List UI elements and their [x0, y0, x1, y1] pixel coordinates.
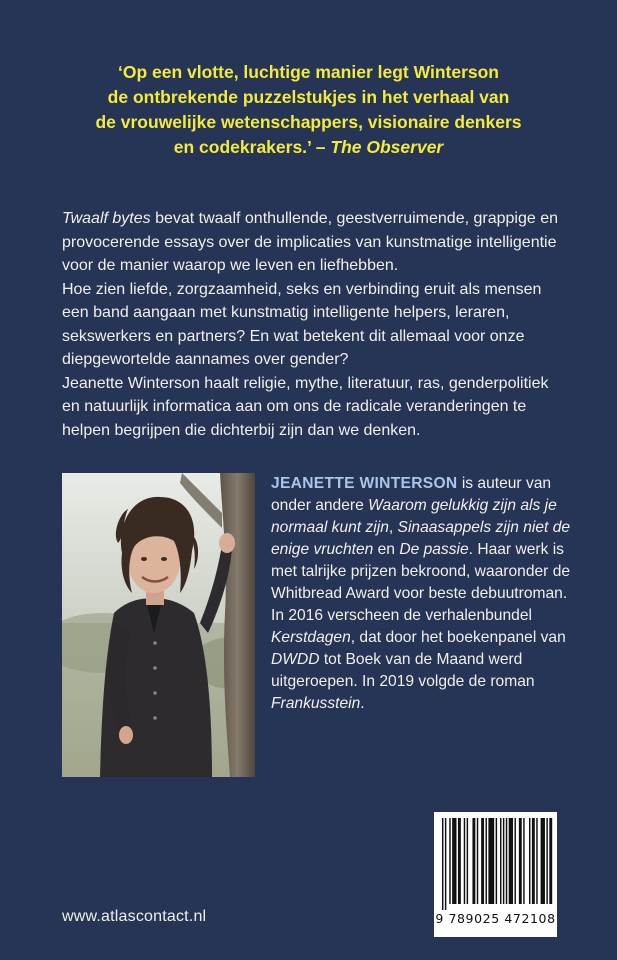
author-bio: [271, 473, 571, 715]
bio-text: ,: [388, 519, 398, 536]
barcode-bar: [509, 818, 513, 904]
review-quote: [60, 60, 557, 160]
book-title: Sinaasappels zijn niet de enige vruchten: [271, 519, 571, 558]
bio-paragraph: [271, 605, 571, 715]
barcode-bar: [523, 818, 524, 904]
barcode-bar: [546, 818, 547, 904]
quote-line-text: en codekrakers.’ –: [173, 137, 331, 157]
barcode-bar: [467, 818, 468, 904]
barcode-bar: [536, 818, 537, 904]
barcode-bar: [458, 818, 461, 904]
bio-text: en: [373, 541, 400, 558]
barcode-bar: [519, 818, 522, 904]
description-text: bevat twaalf onthullende, geestverruimende, grappige en provocerende essays over de implicaties van kunstmatige intelligentie voor de manier waarop we leven en liefhebben.: [62, 210, 559, 274]
barcode-bar: [529, 818, 530, 904]
tv-show-name: DWDD: [271, 651, 320, 668]
quote-line: ‘Op een vlotte, luchtige manier legt Winterson: [117, 62, 499, 82]
barcode-bar: [496, 818, 497, 904]
book-title: Kerstdagen: [271, 629, 351, 646]
barcode-bar: [503, 818, 504, 904]
book-title: Frankusstein: [271, 695, 361, 712]
barcode-bar: [477, 818, 478, 904]
bio-text: tot Boek van de Maand werd uitgeroepen. In 2019 volgde de roman: [271, 651, 535, 690]
barcode-bar: [445, 818, 446, 910]
barcode-bar: [549, 818, 552, 904]
description-paragraph: Jeanette Winterson haalt religie, mythe, literatuur, ras, genderpolitiek en natuurlijk informatica aan om ons de radicale veranderingen te helpen begrijpen die dichterbij zijn dan we denken.: [62, 374, 549, 439]
description-paragraph: Hoe zien liefde, zorgzaamheid, seks en verbinding eruit als mensen een band aangaan met kunstmatig intelligente helpers, leraren, sekswerkers en partners? En wat betekent dit allemaal voor onze diepgewortelde aannames over gender?: [62, 280, 542, 368]
barcode-bar: [472, 818, 475, 904]
bio-paragraph: [271, 473, 571, 605]
quote-source: The Observer: [330, 137, 444, 157]
barcode-bar: [442, 818, 443, 910]
bio-text: is auteur van onder andere: [271, 475, 552, 514]
quote-line: de ontbrekende puzzelstukjes in het verhaal van: [107, 87, 510, 107]
quote-line: [60, 135, 557, 160]
barcode-bar: [452, 818, 456, 904]
barcode-bar: [486, 818, 487, 904]
barcode-bar: [481, 818, 484, 904]
barcode-bar: [506, 818, 507, 904]
author-name: JEANETTE WINTERSON: [271, 475, 458, 492]
author-photo: [62, 473, 255, 777]
bio-text: , dat door het boekenpanel van: [350, 629, 566, 646]
barcode-bar: [541, 818, 545, 904]
bio-text: . Haar werk is met talrijke prijzen bekroond, waaronder de Whitbread Award voor beste debuutroman.: [271, 541, 571, 602]
quote-line: de vrouwelijke wetenschappers, visionaire denkers: [95, 112, 522, 132]
isbn-number: 9 789025 472108: [435, 911, 556, 926]
isbn-barcode: [434, 812, 557, 937]
publisher-website[interactable]: www.atlascontact.nl: [62, 908, 207, 925]
barcode-bar: [500, 818, 501, 904]
book-title: Twaalf bytes: [62, 210, 151, 227]
book-title: De passie: [399, 541, 469, 558]
bio-text: .: [360, 695, 365, 712]
barcode-bars: [434, 812, 557, 912]
description-paragraph: [62, 207, 562, 278]
barcode-bar: [515, 818, 516, 904]
bio-text: In 2016 verscheen de verhalenbundel: [271, 607, 532, 624]
barcode-bar: [532, 818, 535, 904]
book-title: Waarom gelukkig zijn als je normaal kunt zijn: [271, 497, 557, 536]
barcode-bar: [464, 818, 465, 904]
book-description: [62, 207, 562, 442]
barcode-bar: [488, 818, 494, 904]
barcode-bar: [449, 818, 450, 904]
